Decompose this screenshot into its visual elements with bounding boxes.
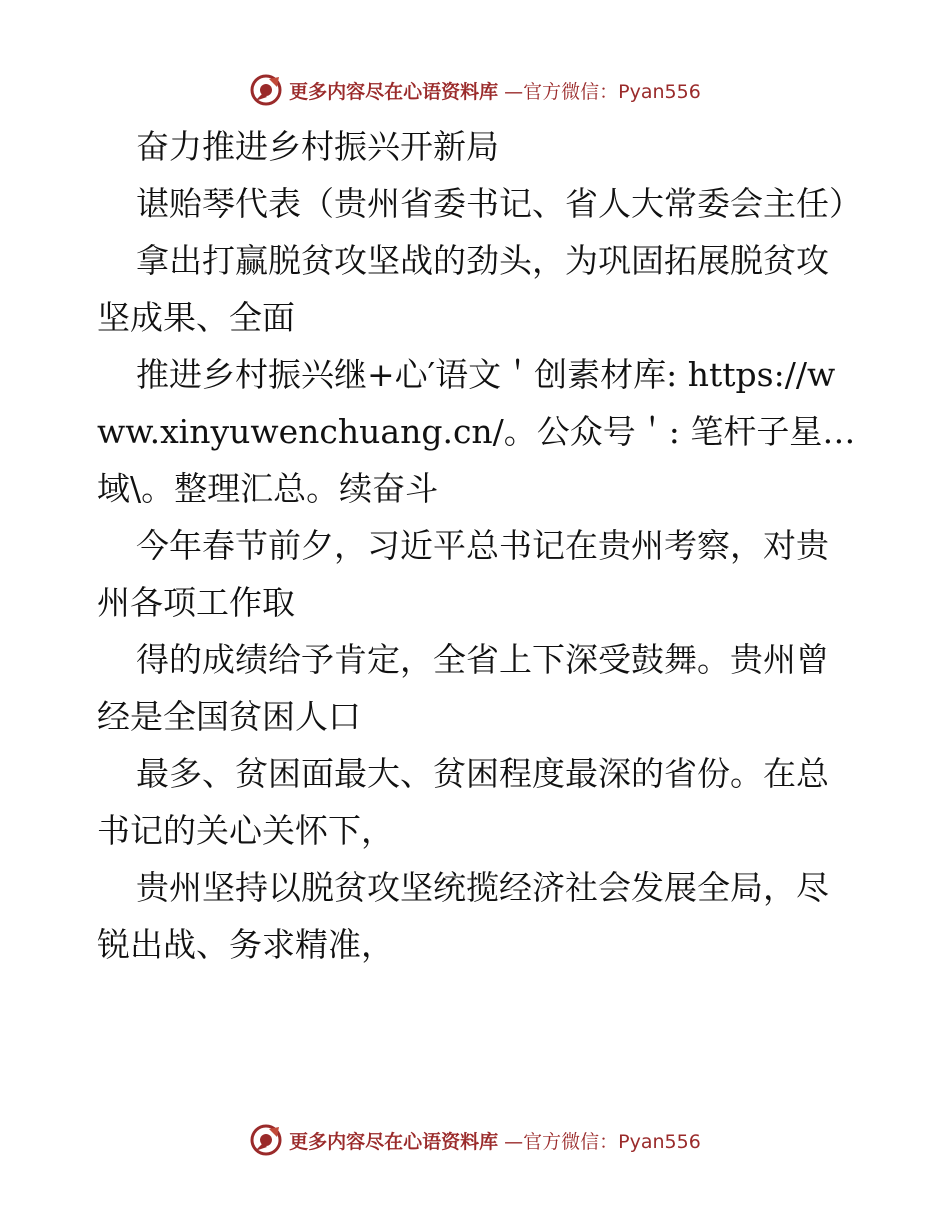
doc-paragraph: 贵州坚持以脱贫攻坚统揽经济社会发展全局，尽锐出战、务求精准， [97,868,829,964]
footer-watermark-banner [0,1120,950,1160]
banner-sub-text: —官方微信：Pyan556 [504,1130,701,1153]
banner-sub-text: —官方微信：Pyan556 [504,80,701,103]
doc-author-line: 谌贻琴代表（贵州省委书记、省人大常委会主任） [136,184,862,223]
doc-paragraph: 最多、贫困面最大、贫困程度最深的省份。在总书记的关心关怀下， [97,754,829,850]
banner-main-text: 更多内容尽在心语资料库 [289,80,499,103]
pen-nib-logo-icon [249,73,283,107]
doc-paragraph: 拿出打赢脱贫攻坚战的劲头，为巩固拓展脱贫攻坚成果、全面 [97,241,829,337]
doc-paragraph: 推进乡村振兴继+心′语文＇创素材库: https://www.xinyuwenchuang.cn/。公众号＇: 笔杆子星…域\。整理汇总。续奋斗 [97,355,856,508]
doc-paragraph: 今年春节前夕，习近平总书记在贵州考察，对贵州各项工作取 [97,526,829,622]
document-body [97,118,862,973]
doc-paragraph: 得的成绩给予肯定，全省上下深受鼓舞。贵州曾经是全国贫困人口 [97,640,829,736]
header-watermark-banner [0,70,950,110]
doc-title: 奋力推进乡村振兴开新局 [136,127,499,166]
pen-nib-logo-icon [249,1123,283,1157]
banner-main-text: 更多内容尽在心语资料库 [289,1130,499,1153]
